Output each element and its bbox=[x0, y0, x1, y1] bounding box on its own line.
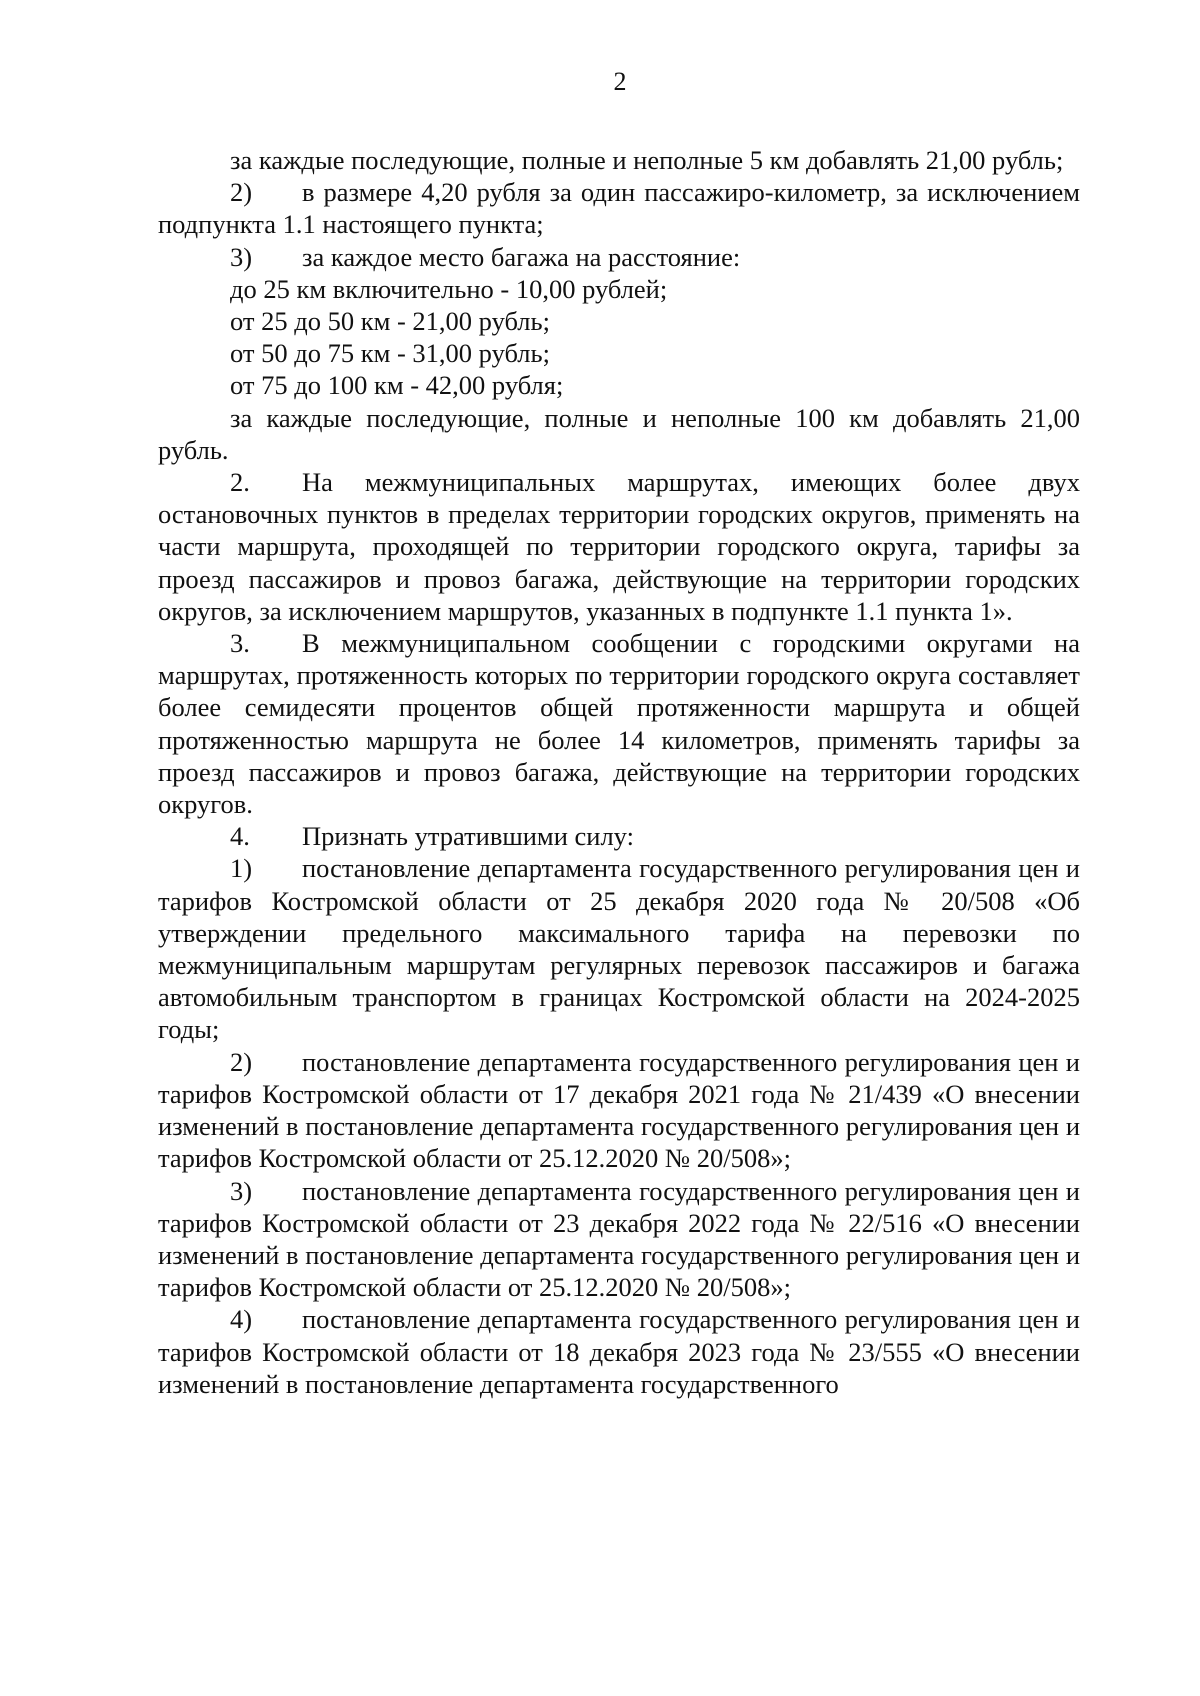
paragraph-6-text: от 50 до 75 км - 31,00 рубль; bbox=[230, 338, 550, 369]
paragraph-2 bbox=[158, 176, 1080, 240]
paragraph-4-text: до 25 км включительно - 10,00 рублей; bbox=[230, 273, 668, 304]
document-body bbox=[158, 144, 1080, 1400]
paragraph-2-text: в размере 4,20 рубля за один пассажиро-километр, за исключением подпункта 1.1 настоящего пункта; bbox=[158, 177, 1080, 240]
paragraph-10 bbox=[158, 627, 1080, 820]
paragraph-7-text: от 75 до 100 км - 42,00 рубля; bbox=[230, 370, 564, 401]
paragraph-13-number: 2) bbox=[230, 1046, 253, 1077]
paragraph-13 bbox=[158, 1046, 1080, 1175]
paragraph-5 bbox=[158, 305, 1080, 337]
paragraph-14-number: 3) bbox=[230, 1175, 253, 1206]
paragraph-5-text: от 25 до 50 км - 21,00 рубль; bbox=[230, 306, 550, 337]
paragraph-6 bbox=[158, 337, 1080, 369]
paragraph-11 bbox=[158, 820, 1080, 852]
paragraph-15-number: 4) bbox=[230, 1304, 253, 1335]
paragraph-9 bbox=[158, 466, 1080, 627]
paragraph-10-number: 3. bbox=[230, 628, 250, 659]
paragraph-3-number: 3) bbox=[230, 241, 253, 272]
paragraph-8 bbox=[158, 402, 1080, 466]
paragraph-13-text: постановление департамента государственного регулирования цен и тарифов Костромской области от 17 декабря 2021 года № 21/439 «О внесении изменений в постановление департамента государственного регулирования цен и тарифов Костромской области от 25.12.2020 № 20/508»; bbox=[158, 1046, 1080, 1174]
paragraph-8-text: за каждые последующие, полные и неполные 100 км добавлять 21,00 рубль. bbox=[158, 402, 1080, 465]
paragraph-9-number: 2. bbox=[230, 467, 250, 498]
paragraph-12-text: постановление департамента государственного регулирования цен и тарифов Костромской области от 25 декабря 2020 года № 20/508 «Об утверждении предельного максимального тарифа на перевозки по межмуниципальным маршрутам регулярных перевозок пассажиров и багажа автомобильным транспортом в границах Костромской области на 2024-2025 годы; bbox=[158, 853, 1080, 1045]
paragraph-2-number: 2) bbox=[230, 177, 253, 208]
paragraph-12-number: 1) bbox=[230, 853, 253, 884]
paragraph-14-text: постановление департамента государственного регулирования цен и тарифов Костромской области от 23 декабря 2022 года № 22/516 «О внесении изменений в постановление департамента государственного регулирования цен и тарифов Костромской области от 25.12.2020 № 20/508»; bbox=[158, 1175, 1080, 1303]
paragraph-15-text: постановление департамента государственного регулирования цен и тарифов Костромской области от 18 декабря 2023 года № 23/555 «О внесении изменений в постановление департамента государственного bbox=[158, 1304, 1080, 1399]
paragraph-11-number: 4. bbox=[230, 821, 250, 852]
paragraph-4 bbox=[158, 273, 1080, 305]
paragraph-7 bbox=[158, 369, 1080, 401]
paragraph-15 bbox=[158, 1303, 1080, 1400]
paragraph-12 bbox=[158, 852, 1080, 1045]
page-number: 2 bbox=[613, 67, 627, 96]
paragraph-3-text: за каждое место багажа на расстояние: bbox=[302, 241, 741, 272]
paragraph-3 bbox=[158, 241, 1080, 273]
paragraph-9-text: На межмуниципальных маршрутах, имеющих более двух остановочных пунктов в пределах территории городских округов, применять на части маршрута, проходящей по территории городского округа, тарифы за проезд пассажиров и провоз багажа, действующие на территории городских округов, за исключением маршрутов, указанных в подпункте 1.1 пункта 1». bbox=[158, 467, 1080, 626]
paragraph-1 bbox=[158, 144, 1080, 176]
paragraph-10-text: В межмуниципальном сообщении с городскими округами на маршрутах, протяженность которых по территории городского округа составляет более семидесяти процентов общей протяженности маршрута и общей протяженностью маршрута не более 14 километров, применять тарифы за проезд пассажиров и провоз багажа, действующие на территории городских округов. bbox=[158, 628, 1080, 820]
paragraph-1-text: за каждые последующие, полные и неполные 5 км добавлять 21,00 рубль; bbox=[230, 145, 1064, 175]
paragraph-14 bbox=[158, 1175, 1080, 1304]
paragraph-11-text: Признать утратившими силу: bbox=[302, 821, 634, 852]
